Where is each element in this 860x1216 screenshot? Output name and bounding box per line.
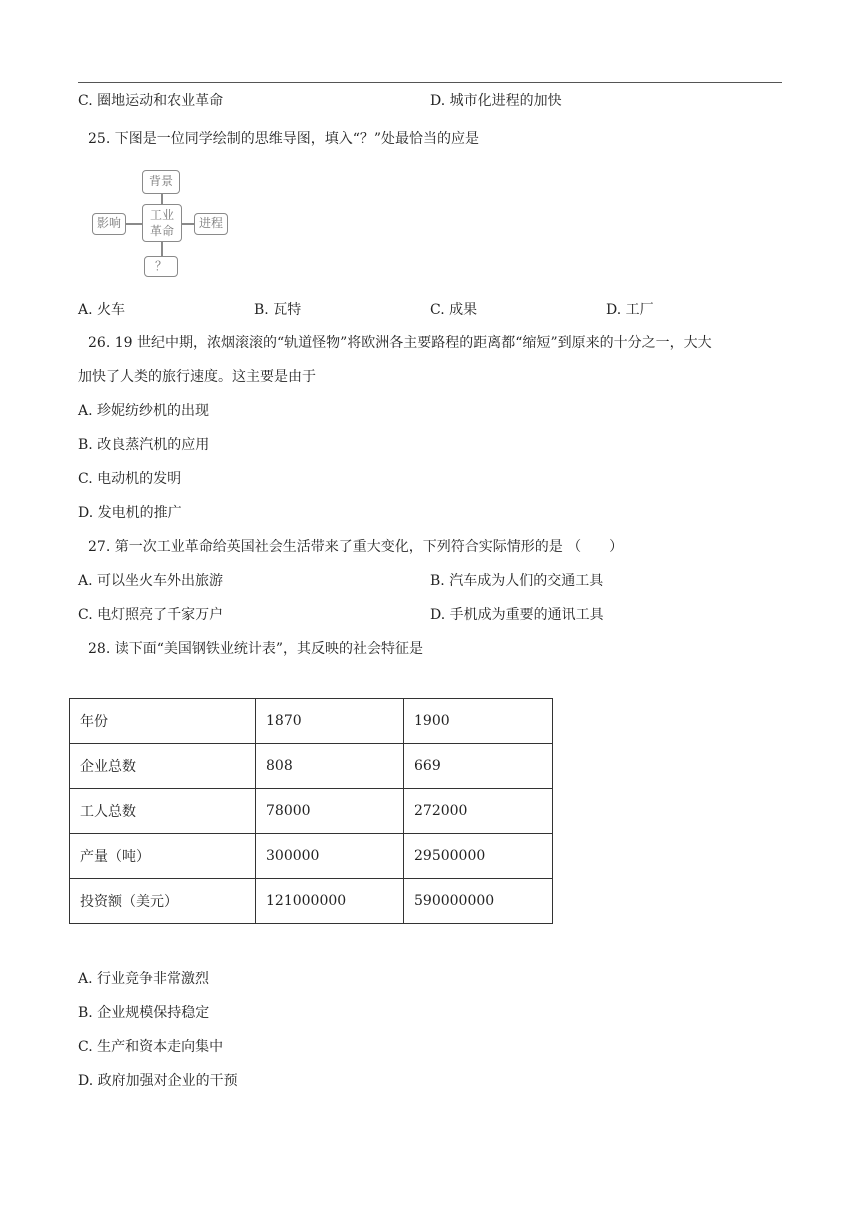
table-cell: 年份 xyxy=(70,699,256,744)
q25-option-d: D. 工厂 xyxy=(606,302,654,318)
mind-map-connector-left xyxy=(125,223,142,225)
q26-stem-line2: 加快了人类的旅行速度。这主要是由于 xyxy=(78,369,316,385)
q28-option-c: C. 生产和资本走向集中 xyxy=(78,1039,224,1055)
mind-map-node-bottom: ？ xyxy=(144,256,178,277)
mind-map-connector-right xyxy=(181,223,194,225)
q28-stem: 28. 读下面“美国钢铁业统计表”，其反映的社会特征是 xyxy=(88,641,424,657)
q27-option-b: B. 汽车成为人们的交通工具 xyxy=(430,573,604,589)
q26-option-a: A. 珍妮纺纱机的出现 xyxy=(78,403,210,419)
q25-option-c: C. 成果 xyxy=(430,302,478,318)
q24-option-c: C. 圈地运动和农业革命 xyxy=(78,93,224,109)
q26-option-d: D. 发电机的推广 xyxy=(78,505,182,521)
table-cell: 投资额（美元） xyxy=(70,879,256,924)
table-row xyxy=(70,834,553,879)
table-cell: 272000 xyxy=(404,789,553,834)
mind-map-center-line1: 工业 xyxy=(149,208,174,222)
us-steel-statistics-table xyxy=(69,698,553,924)
mind-map-connector-bottom xyxy=(161,242,163,256)
q25-stem: 25. 下图是一位同学绘制的思维导图，填入“？”处最恰当的应是 xyxy=(88,131,480,147)
q28-option-b: B. 企业规模保持稳定 xyxy=(78,1005,210,1021)
table-cell: 590000000 xyxy=(404,879,553,924)
mind-map-node-top: 背景 xyxy=(142,170,180,194)
mind-map-center-line2: 革命 xyxy=(149,224,174,238)
table-row xyxy=(70,879,553,924)
q27-stem: 27. 第一次工业革命给英国社会生活带来了重大变化，下列符合实际情形的是 （ ） xyxy=(88,539,624,555)
table-cell: 808 xyxy=(256,744,404,789)
table-row xyxy=(70,789,553,834)
q26-option-b: B. 改良蒸汽机的应用 xyxy=(78,437,210,453)
table-cell: 企业总数 xyxy=(70,744,256,789)
table-row xyxy=(70,744,553,789)
mind-map-node-right: 进程 xyxy=(194,213,228,235)
table-cell: 产量（吨） xyxy=(70,834,256,879)
q26-option-c: C. 电动机的发明 xyxy=(78,471,182,487)
q26-stem-line1: 26. 19 世纪中期，浓烟滚滚的“轨道怪物”将欧洲各主要路程的距离都“缩短”到原来的十分之一，大大 xyxy=(88,335,712,351)
q27-option-c: C. 电灯照亮了千家万户 xyxy=(78,607,224,623)
table-cell: 78000 xyxy=(256,789,404,834)
q28-option-a: A. 行业竞争非常激烈 xyxy=(78,971,210,987)
mind-map-connector-top xyxy=(161,194,163,204)
q28-option-d: D. 政府加强对企业的干预 xyxy=(78,1073,238,1089)
mind-map-node-center xyxy=(142,204,182,242)
q27-option-a: A. 可以坐火车外出旅游 xyxy=(78,573,224,589)
header-rule xyxy=(78,82,782,83)
table-cell: 工人总数 xyxy=(70,789,256,834)
table-cell: 29500000 xyxy=(404,834,553,879)
table-cell: 121000000 xyxy=(256,879,404,924)
q25-option-b: B. 瓦特 xyxy=(254,302,302,318)
table-cell: 669 xyxy=(404,744,553,789)
q24-option-d: D. 城市化进程的加快 xyxy=(430,93,562,109)
mind-map-diagram xyxy=(92,168,232,280)
table-cell: 1870 xyxy=(256,699,404,744)
q27-option-d: D. 手机成为重要的通讯工具 xyxy=(430,607,604,623)
q25-option-a: A. 火车 xyxy=(78,302,126,318)
mind-map-node-left: 影响 xyxy=(92,213,126,235)
table-cell: 300000 xyxy=(256,834,404,879)
table-row xyxy=(70,699,553,744)
table-cell: 1900 xyxy=(404,699,553,744)
